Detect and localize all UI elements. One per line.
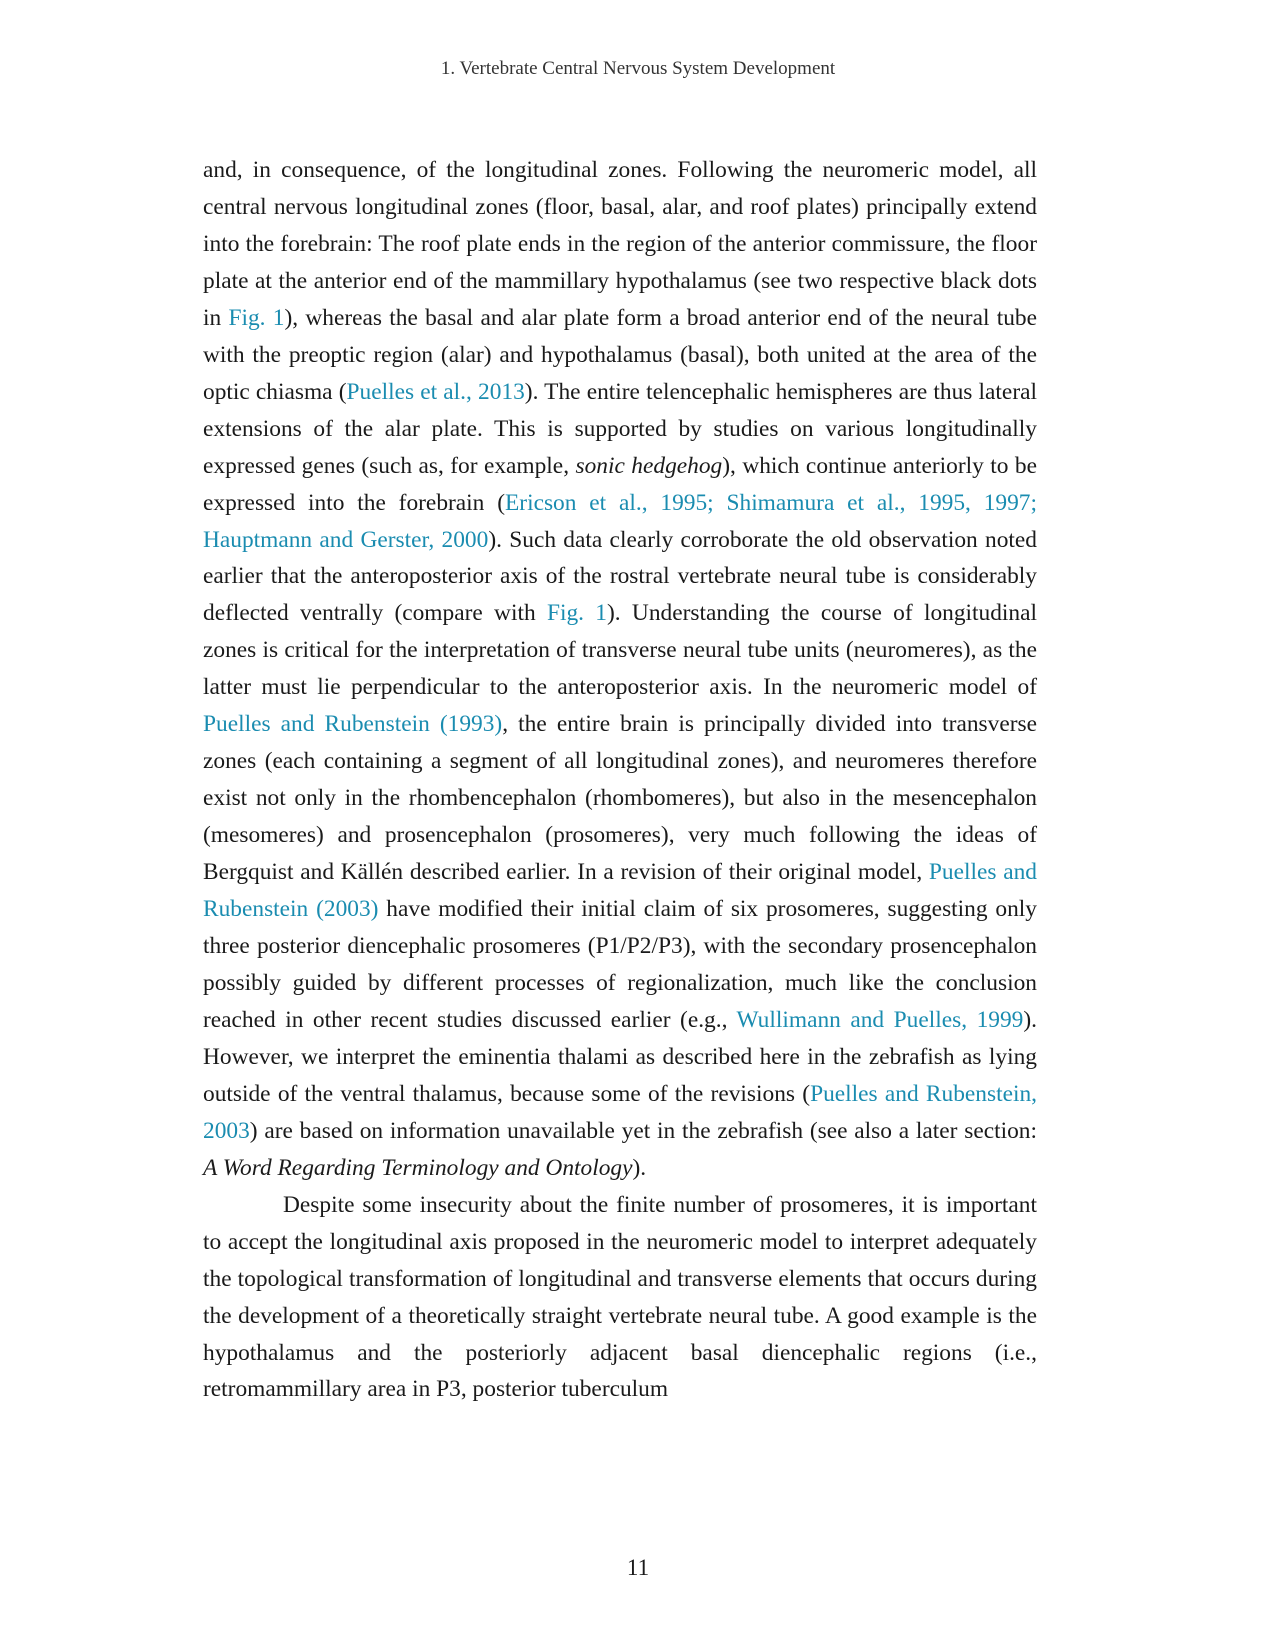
citation-link[interactable]: Puelles and Rubenstein, 2003 <box>203 1080 1037 1144</box>
citation-link[interactable]: Wullimann and Puelles, 1999 <box>736 1006 1024 1033</box>
citation-link[interactable]: Puelles et al., 2013 <box>346 378 525 405</box>
text-span: and, in consequence, of the longitudinal zones. Following the neuromeric model, all central nervous longitudinal zones (floor, basal, alar, and roof plates) principally extend into the forebrain: The roof plate ends in the region of the anterior commissure, the floor plate at the anterior end of the mammillary hypothalamus (see two respective black dots in <box>203 157 1037 331</box>
text-span: ). Understanding the course of longitudinal zones is critical for the interpretation of transverse neural tube units (neuromeres), as the latter must lie perpendicular to the anteroposterior axis. In the neuromeric model of <box>203 600 1037 701</box>
page-number: 11 <box>626 1555 650 1580</box>
section-reference: A Word Regarding Terminology and Ontology <box>203 1154 633 1181</box>
running-header: 1. Vertebrate Central Nervous System Development <box>440 58 836 79</box>
citation-link[interactable]: Puelles and Rubenstein (1993) <box>203 711 503 738</box>
text-span: ), whereas the basal and alar plate form a broad anterior end of the neural tube with the preoptic region (alar) and hypothalamus (basal), both united at the area of the optic chiasma ( <box>203 304 1038 405</box>
text-span: ). <box>632 1154 647 1181</box>
body-text <box>203 152 1037 1408</box>
paragraph-1 <box>203 152 1037 1187</box>
figure-reference-link[interactable]: Fig. 1 <box>228 304 285 331</box>
italic-term: sonic hedgehog <box>575 452 723 479</box>
text-span: ) are based on information unavailable yet in the zebrafish (see also a later section: <box>249 1117 1037 1144</box>
paragraph-2: Despite some insecurity about the finite number of prosomeres, it is important to accept the longitudinal axis proposed in the neuromeric model to interpret adequately the topological transformation of longitudinal and transverse elements that occurs during the development of a theoretically straight vertebrate neural tube. A good example is the hypothalamus and the posteriorly adjacent basal diencephalic regions (i.e., retromammillary area in P3, posterior tuberculum <box>203 1191 1037 1403</box>
text-span: ). The entire telencephalic hemispheres are thus lateral extensions of the alar plate. This is supported by studies on various longitudinally expressed genes (such as, for example, <box>203 378 1037 479</box>
figure-reference-link[interactable]: Fig. 1 <box>546 600 607 627</box>
citation-link[interactable]: Ericson et al., 1995; Shimamura et al., 1995, 1997; Hauptmann and Gerster, 2000 <box>203 489 1037 553</box>
citation-link[interactable]: Puelles and Rubenstein (2003) <box>203 859 1037 923</box>
text-span: ), which continue anteriorly to be expressed into the forebrain ( <box>203 452 1037 516</box>
text-span: , the entire brain is principally divided into transverse zones (each containing a segment of all longitudinal zones), and neuromeres therefore exist not only in the rhombencephalon (rhombomeres), but also in the mesencephalon (mesomeres) and prosencephalon (prosomeres), very much following the ideas of Bergquist and Källén described earlier. In a revision of their original model, <box>203 711 1037 886</box>
text-span: have modified their initial claim of six prosomeres, suggesting only three posterior diencephalic prosomeres (P1/P2/P3), with the secondary prosencephalon possibly guided by different processes of regionalization, much like the conclusion reached in other recent studies discussed earlier (e.g., <box>203 896 1037 1033</box>
text-span: ). Such data clearly corroborate the old observation noted earlier that the anteroposterior axis of the rostral vertebrate neural tube is considerably deflected ventrally (compare with <box>203 526 1037 627</box>
text-span: ). However, we interpret the eminentia thalami as described here in the zebrafish as lying outside of the ventral thalamus, because some of the revisions ( <box>203 1006 1037 1107</box>
